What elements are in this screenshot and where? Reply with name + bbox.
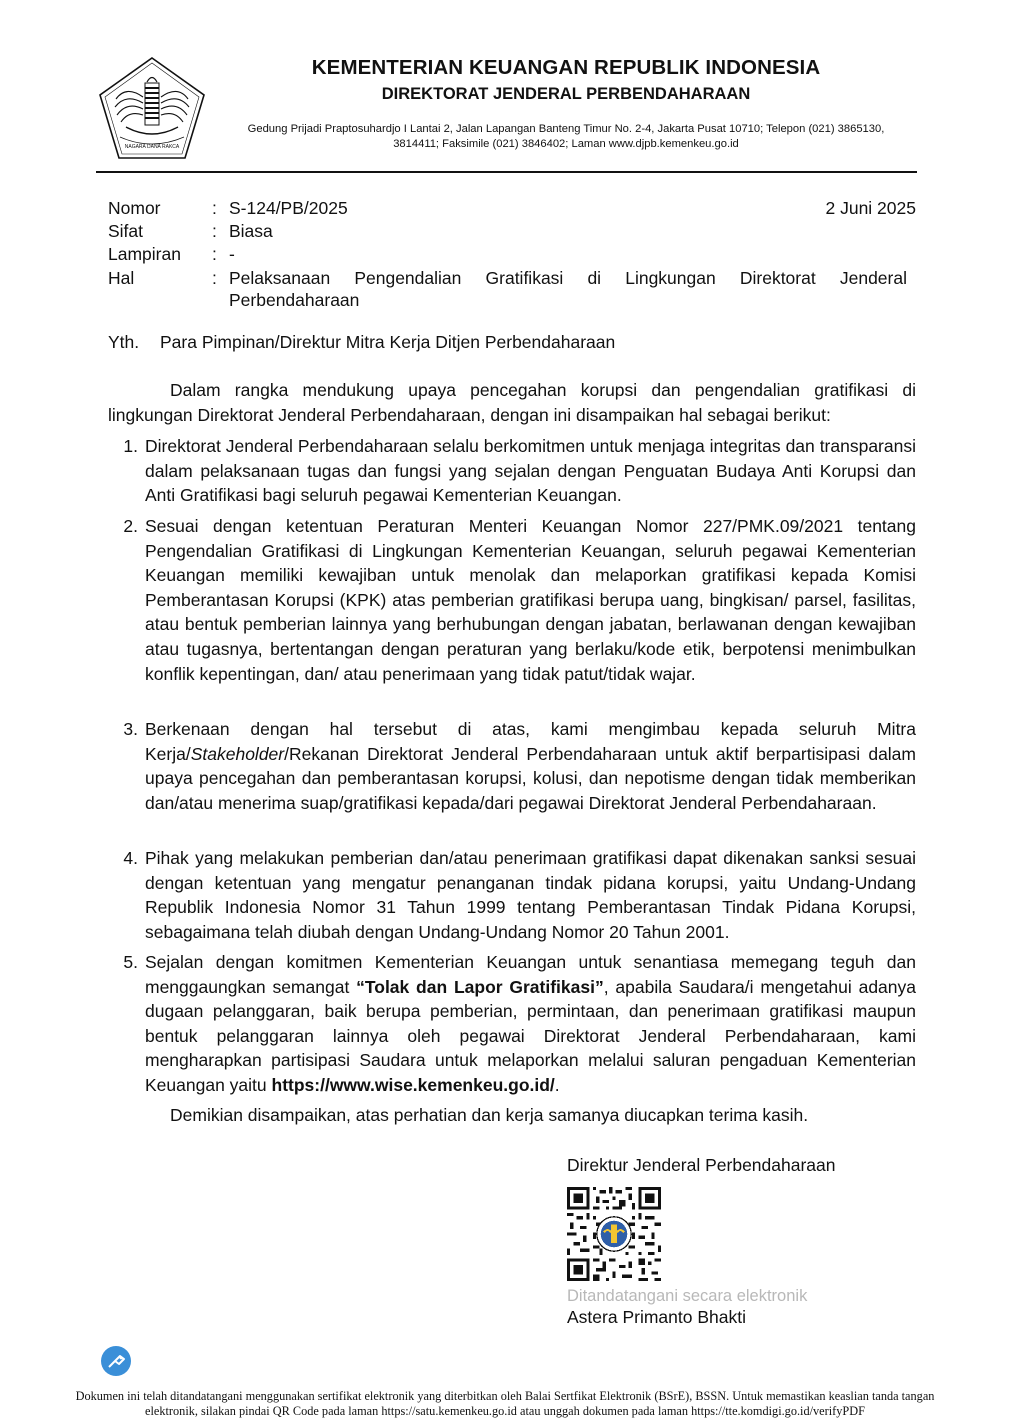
letterhead-address bbox=[212, 122, 920, 151]
list-item-number: 4. bbox=[123, 848, 138, 868]
address-line-2: 3814411; Faksimile (021) 3846402; Laman www.djpb.kemenkeu.go.id bbox=[393, 137, 739, 150]
qr-code-icon[interactable] bbox=[567, 1187, 661, 1281]
sifat-label: Sifat bbox=[108, 221, 144, 241]
address-line-1: Gedung Prijadi Praptosuhardjo I Lantai 2, Jalan Lapangan Banteng Timur No. 2-4, Jakarta Pusat 10710; Telepon (021) 3865130, bbox=[247, 123, 885, 135]
e-signature-disclaimer bbox=[0, 1389, 1010, 1418]
letter-date: 2 Juni 2025 bbox=[825, 198, 916, 218]
signatory-name: Astera Primanto Bhakti bbox=[567, 1307, 746, 1327]
nomor-value: S-124/PB/2025 bbox=[229, 198, 348, 218]
lampiran-value: - bbox=[229, 244, 235, 264]
disclaimer-line-2: elektronik, silakan pindai QR Code pada laman https://satu.kemenkeu.go.id atau unggah dokumen pada laman https://tte.komdigi.go.id/verifyPDF bbox=[145, 1403, 865, 1418]
sifat-value: Biasa bbox=[229, 221, 273, 241]
letterhead-divider bbox=[96, 171, 917, 173]
text-segment: Berkenaan dengan hal tersebut di atas, kami mengimbau kepada seluruh Mitra Kerja/ bbox=[145, 719, 916, 764]
colon: : bbox=[212, 244, 217, 264]
list-item-number: 3. bbox=[123, 719, 138, 739]
list-item-text bbox=[145, 950, 916, 1098]
slogan-bold: “Tolak dan Lapor Gratifikasi” bbox=[356, 976, 604, 997]
hal-value: Pelaksanaan Pengendalian Gratifikasi di Lingkungan Direktorat Jenderal Perbendaharaan bbox=[229, 268, 907, 310]
list-item-number: 5. bbox=[123, 952, 138, 972]
text-segment: , apabila Saudara/i mengetahui adanya dugaan pelanggaran, baik berupa pemberian, permintaan, dan penerimaan gratifikasi maupun bentuk pelanggaran lainnya oleh pegawai Direktorat Jenderal Perbendaharaan, kami mengharapkan partisipasi Saudara untuk melaporkan melalui saluran pengaduan Kementerian Keuangan yaitu bbox=[145, 976, 916, 1095]
ministry-logo bbox=[96, 55, 208, 161]
list-item-text: Pihak yang melakukan pemberian dan/atau penerimaan gratifikasi dapat dikenakan sanksi sesuai dengan ketentuan yang mengatur penanganan tindak pidana korupsi, yaitu Undang-Undang Republik Indonesia Nomor 31 Tahun 1999 tentang Pemberantasan Tindak Pidana Korupsi, sebagaimana telah diubah dengan Undang-Undang Nomor 20 Tahun 2001. bbox=[145, 848, 916, 942]
bsre-icon bbox=[100, 1345, 132, 1377]
list-item-number: 2. bbox=[123, 516, 138, 536]
closing-paragraph: Demikian disampaikan, atas perhatian dan kerja samanya diucapkan terima kasih. bbox=[170, 1105, 809, 1125]
list-item-text bbox=[145, 717, 916, 815]
nomor-label: Nomor bbox=[108, 198, 161, 218]
list-item-text: Direktorat Jenderal Perbendaharaan selalu berkomitmen untuk menjaga integritas dan transparansi dalam pelaksanaan tugas dan fungsi yang sejalan dengan Penguatan Budaya Anti Korupsi dan Anti Gratifikasi bagi seluruh pegawai Kementerian Keuangan. bbox=[145, 436, 916, 506]
text-segment: Sejalan dengan komitmen Kementerian Keuangan untuk senantiasa memegang teguh dan menggaungkan semangat bbox=[145, 952, 916, 997]
addressee-label: Yth. bbox=[108, 332, 140, 352]
logo-tower-icon bbox=[145, 78, 159, 126]
disclaimer-line-1: Dokumen ini telah ditandatangani menggunakan sertifikat elektronik yang diterbitkan oleh Balai Sertfikat Elektronik (BSrE), BSSN. Untuk memastikan keaslian tanda tangan bbox=[75, 1389, 935, 1403]
hal-label: Hal bbox=[108, 268, 135, 288]
intro-paragraph: Dalam rangka mendukung upaya pencegahan korupsi dan pengendalian gratifikasi di lingkungan Direktorat Jenderal Perbendaharaan, dengan ini disampaikan hal sebagai berikut: bbox=[108, 380, 916, 425]
text-segment: /Rekanan Direktorat Jenderal Perbendaharaan untuk aktif berpartisipasi dalam upaya pencegahan dan pemberantasan korupsi, kolusi, dan nepotisme dengan tidak memberikan dan/atau menerima suap/gratifikasi kepada/dari pegawai Direktorat Jenderal Perbendaharaan. bbox=[145, 743, 916, 813]
lampiran-label: Lampiran bbox=[108, 244, 181, 264]
list-item-number: 1. bbox=[123, 436, 138, 456]
colon: : bbox=[212, 198, 217, 218]
signature-title: Direktur Jenderal Perbendaharaan bbox=[567, 1155, 836, 1175]
stakeholder-italic: Stakeholder bbox=[190, 743, 285, 764]
colon: : bbox=[212, 221, 217, 241]
ministry-title: KEMENTERIAN KEUANGAN REPUBLIK INDONESIA bbox=[311, 56, 821, 79]
list-item-text: Sesuai dengan ketentuan Peraturan Menteri Keuangan Nomor 227/PMK.09/2021 tentang Pengendalian Gratifikasi di Lingkungan Kementerian Keuangan, seluruh pegawai Kementerian Keuangan memiliki kewajiban untuk menolak dan melaporkan gratifikasi kepada Komisi Pemberantasan Korupsi (KPK) atas pemberian gratifikasi berupa uang, bingkisan/ parsel, fasilitas, atau bentuk pemberian lainnya yang berhubungan dengan jabatan, berlawanan dengan kewajiban atau tugasnya, bertentangan dengan peraturan yang berlaku/kode etik, berpotensi menimbulkan konflik kepentingan, dan/ atau penerimaan yang tidak patut/tidak wajar. bbox=[145, 516, 916, 684]
colon: : bbox=[212, 268, 217, 288]
logo-motto: NAGARA DANA RAKCA bbox=[124, 144, 180, 150]
addressee-value: Para Pimpinan/Direktur Mitra Kerja Ditjen Perbendaharaan bbox=[160, 332, 616, 352]
e-signature-note: Ditandatangani secara elektronik bbox=[567, 1287, 808, 1305]
text-segment: . bbox=[554, 1074, 560, 1095]
directorate-title: DIREKTORAT JENDERAL PERBENDAHARAAN bbox=[381, 85, 751, 103]
wise-link[interactable]: https://www.wise.kemenkeu.go.id/ bbox=[271, 1074, 555, 1095]
